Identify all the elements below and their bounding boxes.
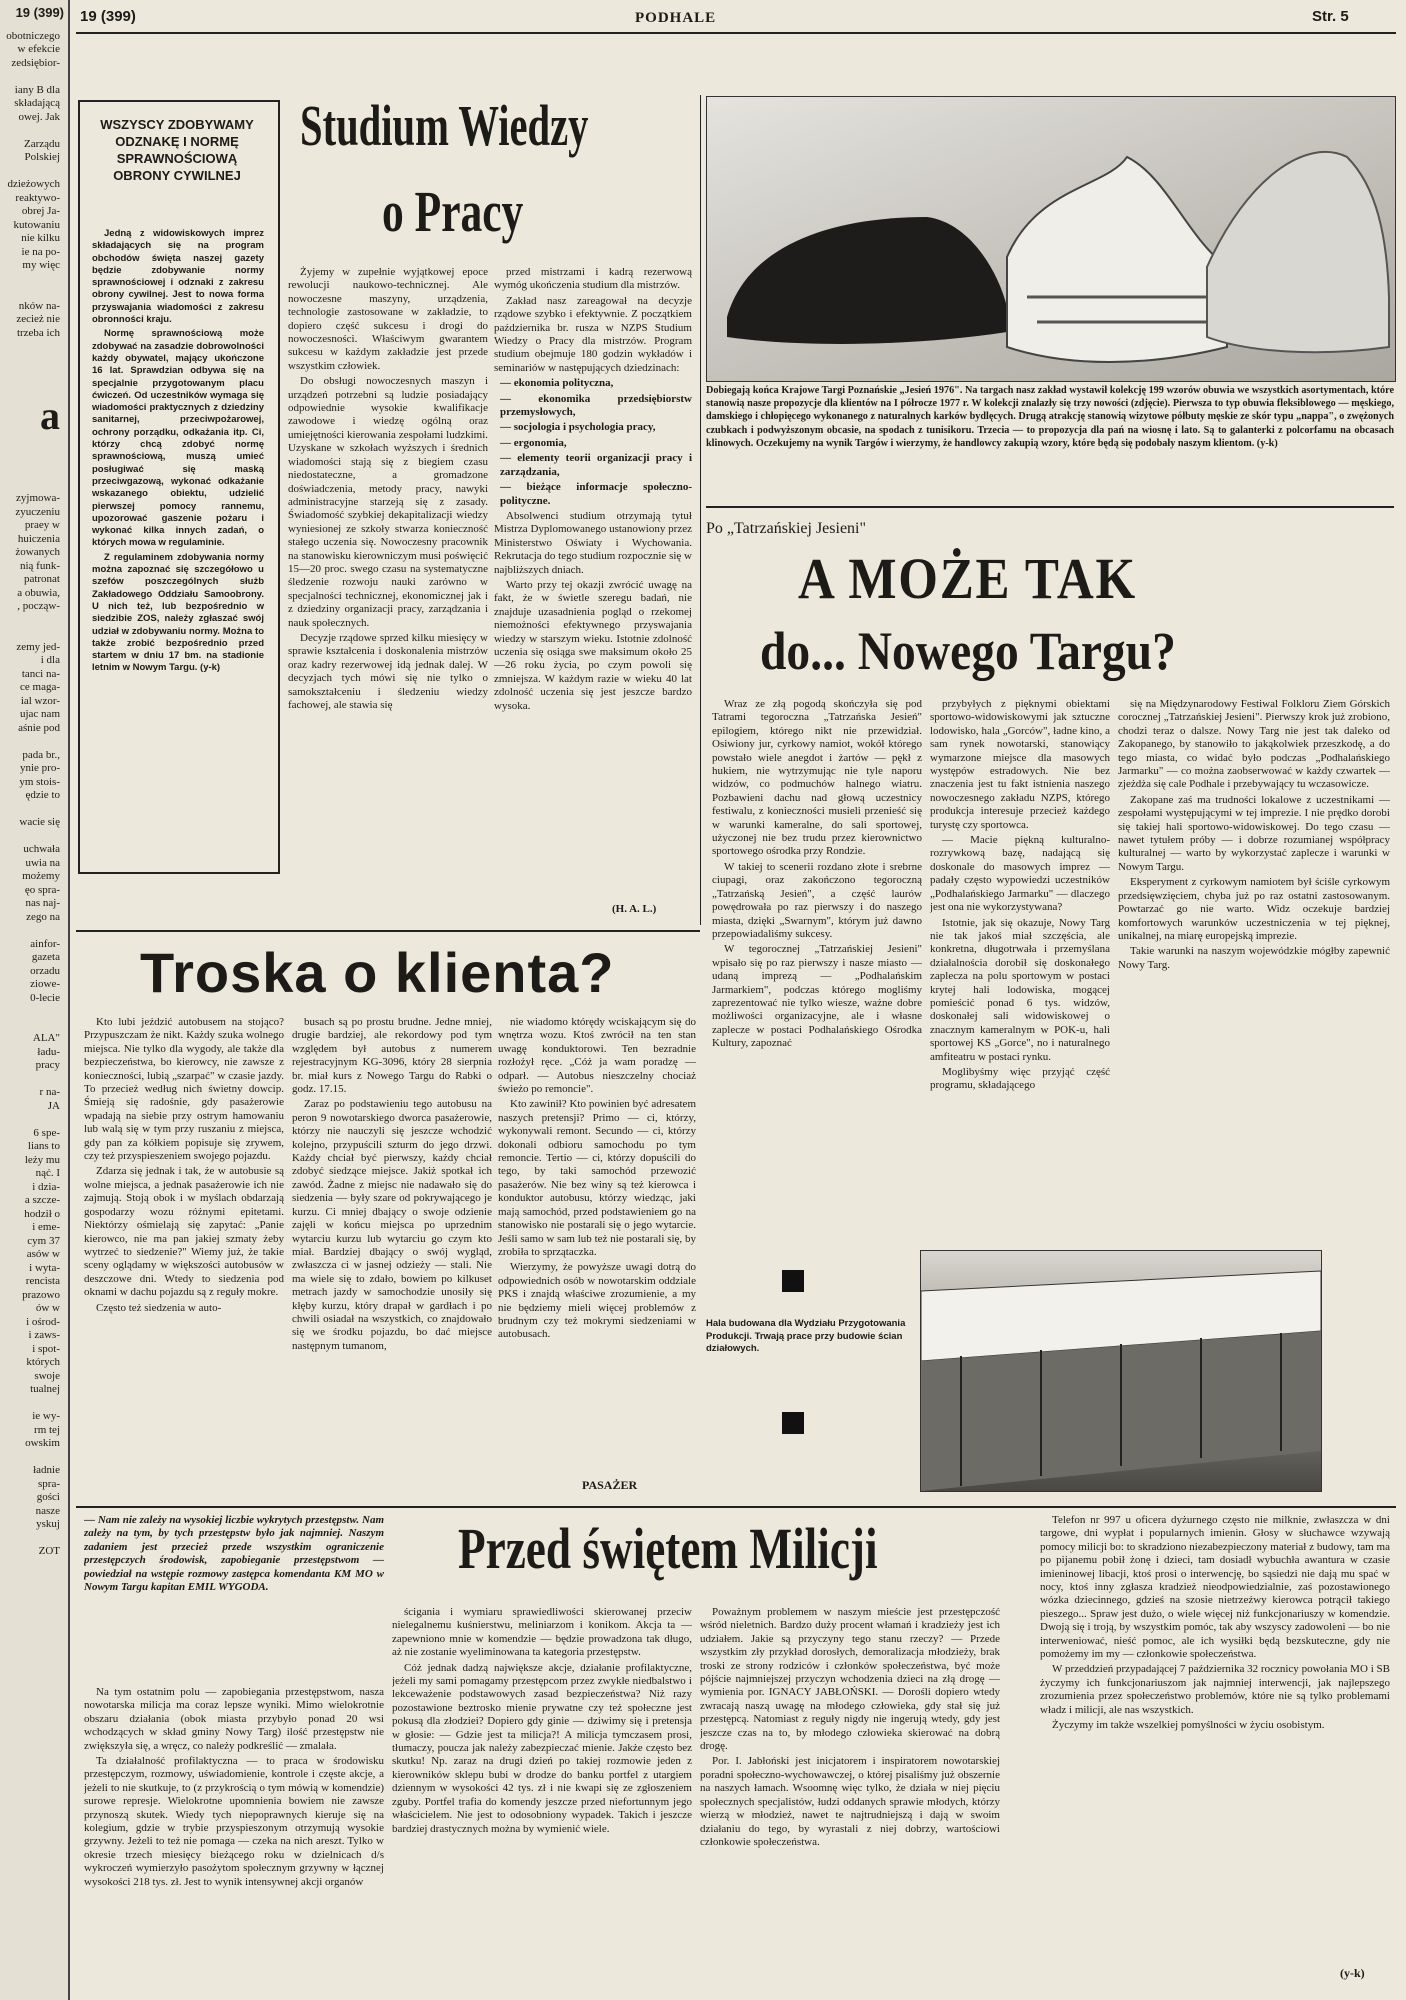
targ-paragraph: Eksperyment z cyrkowym namiotem był ściśle cyrkowym przedsięwzięciem, chyba już po raz ostatni zastosowanym. Powtarzać go nie warto. Widz oczekuje bardziej komfortowych warunków uczestniczenia w tej pięknej, unikalnej, na miarę europejską imprezie. (1118, 876, 1390, 942)
adjacent-page-line: i spot- (32, 1342, 60, 1355)
adjacent-page-line: obrej Ja- (21, 205, 60, 217)
adjacent-page-line: owej. Jak (18, 110, 60, 123)
studium-paragraph: Decyzje rządowe sprzed kilku miesięcy w sprawie kształcenia i doskonalenia mistrzów oraz kadry rezerwowej idą jednak dalej. W decyzjach tych mówi się nie tylko o samokształceniu i śledzeniu wiedzy fachowej, ale stawia się (288, 631, 488, 711)
adjacent-page-line: iany B dla (14, 83, 60, 96)
adjacent-page-line: i eme- (32, 1221, 60, 1233)
studium-paragraph: — socjologia i psychologia pracy, (500, 421, 656, 434)
adjacent-page-line: nasze (35, 1504, 60, 1517)
adjacent-page-line: zego na (26, 910, 60, 923)
adjacent-page-line: zedsiębior- (11, 56, 60, 69)
adjacent-page-line (0, 1397, 64, 1411)
adjacent-page-line: możemy (22, 870, 60, 882)
civil-defense-paragraph: Normę sprawnościową może zdobywać na zasadzie dobrowolności każdy obywatel, mający ukończone 16 lat. Sprawdzian odbywa się na specjalnie przygotowanym placu ćwiczeń. Od uczestników wymaga się wiadomości praktycznych z dziedziny sanitarnej, przeciwpożarowej, ochrony porządku, odkażania itp. Ci, którzy chcą zdobyć normę sprawnościową, muszą umieć posługiwać się maską przeciwgazową, wykonać odkażanie wskazanego obiektu, udzielić pierwszej pomocy rannemu, upozorować gaszenie pożaru i wykonać kilka innych zadań, o których mowa w regulaminie. (92, 328, 264, 549)
adjacent-page-line: zyuczeniu (15, 505, 60, 518)
adjacent-page-line: spra- (38, 1477, 60, 1490)
targ-column-2 (930, 698, 1110, 1218)
studium-title-line1: Studium Wiedzy (300, 93, 589, 158)
milicja-lead: — Nam nie zależy na wysokiej liczbie wykrytych przestępstw. Nam zależy na tym, by tych przestępstw było jak najmniej. Naszym zadaniem jest przecież przede wszystkim ograniczenie przestępczych środowisk, zapobieganie przestępstwom — powiedział na wstępie rozmowy zastępca komendanta KM MO w Nowym Targu kapitan EMIL WYGODA. (84, 1514, 384, 1594)
troska-paragraph: nie wiadomo którędy wciskającym się do wnętrza wozu. Ktoś zwrócił na ten stan uwagę konduktorowi. Ten bezradnie rozłożył ręce. „Cóż ja wam poradzę — odparł. — Autobus nieszczelny chociaż świeżo po remoncie". (498, 1016, 696, 1096)
shoes-illustration (707, 97, 1395, 381)
newspaper-name: PODHALE (635, 10, 717, 26)
targ-paragraph: się na Międzynarodowy Festiwal Folkloru Ziem Górskich corocznej „Tatrzańskiej Jesieni". Pierwszy krok już zrobiono, chodzi teraz o dalsze. Nowy Targ nie jest tak daleko od Zakopanego, by stanowiło to jakąkolwiek przeszkodę, a do tego miasta, co widać było podczas „Podhalańskiego Jarmarku" — co można zaobserwować w każdy czwartek — zjeżdża się cale Podhale i przebywający tu wczasowicze. (1118, 698, 1390, 791)
adjacent-page-line: cym 37 (27, 1234, 60, 1247)
adjacent-page-line: ZOT (38, 1545, 60, 1557)
adjacent-page-line: uwia na (25, 856, 60, 869)
adjacent-page-line: ładu- (37, 1045, 60, 1058)
adjacent-page-line: kutowaniu (13, 218, 60, 231)
targ-paragraph: Takie warunki na naszym wojewódzkie mógłby zapewnić Nowy Targ. (1118, 945, 1390, 971)
milicja-paragraph: ścigania i wymiaru sprawiedliwości skierowanej przeciw nielegalnemu kuśnierstwu, meliniarzom i konikom. Akcja ta — zapewniono mnie w komendzie — będzie prowadzona tak długo, aż nie zostanie wyeliminowana ta kategoria przestępstw. (392, 1606, 692, 1659)
targ-title-line2: do... Nowego Targu? (760, 621, 1176, 681)
adjacent-page-line: gazeta (31, 951, 60, 963)
adjacent-page-line: Polskiej (24, 151, 60, 163)
targ-paragraph: Zakopane zaś ma trudności lokalowe z uczestnikami — zespołami występującymi w tej imprezie. I nie prędko dorobi się takiej hali sportowo-widowiskowej. Do tego czasu — nawet tytułem próby — i dobrze rozumianej współpracy kulturalnej — warto by wykorzystać zaplecze i warunki w Nowym Targu. (1118, 793, 1390, 873)
milicja-column-3 (700, 1606, 1000, 1986)
studium-paragraph: Warto przy tej okazji zwrócić uwagę na fakt, że w świetle szeregu badań, nie znajduje uzasadnienia pogląd o rzekomej niemożności efektywnego przyswajania wiedzy w starszym wieku. Istotnie zdolność uczenia się osiąga swe maksimum około 25—26 roku życia, po czym powoli się zmniejsza. W każdym razie w wieku 40 lat zdolność uczenia się jest jeszcze bardzo wysoka. (494, 578, 692, 712)
adjacent-page-line: JA (47, 1099, 60, 1112)
studium-paragraph: — elementy teorii organizacji pracy i zarządzania, (500, 452, 692, 478)
adjacent-page-strip (0, 0, 70, 2000)
adjacent-page-line: zemy jed- (16, 640, 60, 653)
adjacent-page-line: i dla (40, 654, 60, 666)
milicja-signature: (y-k) (1340, 1966, 1365, 1980)
adjacent-page-line: nas naj- (25, 897, 60, 909)
studium-column-1 (288, 266, 488, 916)
targ-paragraph: przybyłych z pięknymi obiektami sportowo-widowiskowymi jak sztuczne lodowisko, hala „Gorców", ładne kino, a sam rynek nowotarski, stanowiący wymarzone miejsce dla masowych występów estradowych. Nie bez znaczenia jest tu fakt istnienia naszego nowoczesnego zakładu NZPS, którego produkcja interesuje przecież każdego turystę czy sportowca. (930, 698, 1110, 831)
milicja-paragraph: Poważnym problemem w naszym mieście jest przestępczość wśród nieletnich. Bardzo duży procent włamań i kradzieży jest ich udziałem. Jakie są przyczyny tego stanu rzeczy? — Przede wszystkim zły przykład dorosłych, demoralizacja młodzieży, brak troski ze strony rodziców i członków społeczeństwa, być może pójście najmniejszej przyczyn wchodzenia dzieci na złą drogę — wymienia por. IGNACY JABŁOŃSKI. — Doroślі dopiero wtedy zwracają naszą uwagę na młodego człowieka, gdy stał się już przestępcą. Natomiast z reguły nigdy nie ingerują wtedy, gdy jest jeszcze czas na to, by młodego człowieka skierować na dobrą drogę. (700, 1606, 1000, 1753)
adjacent-page-line (0, 1073, 64, 1087)
adjacent-page-line: prazowo (22, 1288, 60, 1301)
adjacent-page-line: aśnie pod (18, 721, 60, 734)
adjacent-page-line: hodził o (24, 1207, 60, 1220)
decor-square (782, 1412, 804, 1434)
adjacent-page-line: orzadu (30, 964, 60, 977)
hall-photo (920, 1250, 1322, 1492)
milicja-column-2 (392, 1606, 692, 1986)
adjacent-page-line: owskim (25, 1437, 60, 1449)
studium-paragraph: — bieżące informacje społeczno-polityczne. (500, 481, 692, 507)
adjacent-page-line: ALA" (32, 1032, 60, 1044)
adjacent-page-line: ładnie (33, 1464, 60, 1476)
adjacent-page-line: my więc (22, 259, 60, 271)
adjacent-page-line (0, 70, 64, 84)
adjacent-page-line: nąć. I (35, 1167, 60, 1179)
adjacent-page-line: składającą (14, 97, 60, 109)
troska-column-2 (292, 1016, 492, 1516)
milicja-paragraph: Życzymy im także wszelkiej pomyślności w życiu osobistym. (1052, 1719, 1325, 1732)
targ-column-1 (712, 698, 922, 1218)
adjacent-page-line: i zaws- (28, 1329, 60, 1341)
shoes-caption: Dobiegają końca Krajowe Targi Poznańskie „Jesień 1976". Na targach nasz zakład wystawił kolekcję 199 wzorów obuwia we wszystkich asortymentach, które stanowią nasze propozycje dla klientów na I półrocze 1977 r. W kolekcji znalazły się trzy nowości (zdjęcie). Pierwsza to typ obuwia fleksiblowego — męskiego, damskiego i chłopięcego wykonanego z naturalnych karków bydlęcych. Drugą atrakcję stanowią wizytowe półbuty męskie ze skór typu „nappa", o zwężonych czubkach i podwyższonym obcasie, na spodach z tunisikoru. Trzecia — to propozycja dla pań na wiosnę i lato. Są to galanterki z polcorfamu na obcasach klinowych. Oczekujemy na wynik Targów i wierzymy, że handlowcy zakupią wzory, które będą się podobały naszym klientom. (y-k) (706, 385, 1394, 449)
adjacent-page-line: Zarządu (23, 137, 60, 150)
adjacent-page-line: nków na- (18, 299, 60, 312)
page-number: Str. 5 (1312, 8, 1349, 25)
targ-paragraph: Wraz ze złą pogodą skończyła się pod Tatrami tegoroczna „Tatrzańska Jesień" epilogiem, którego nikt nie przewidział. Osiwiony jur, cyrkowy namiot, wokół którego powstało wiele anegdot i żartów — pękł z hukiem, nie wytrzymując nie tyle naporu widzów, co podmuchów halnego wiatru. Pozbawieni dachu nad głową uczestnicy festiwalu, z konieczności musieli przenieść się w warunki kameralne, do sali sportowej, użyczonej nie bez trudu przez kierownictwo sportowego ośrodka przy Rondzie. (712, 698, 922, 858)
shoes-photo (706, 96, 1396, 382)
troska-column-1 (84, 1016, 284, 1516)
targ-paragraph: — Macie piękną kulturalno-rozrywkową bazę, nadającą się doskonale do masowych imprez — padały często wypowiedzi uczestników „Podhalańskiego Jarmarku" — dlaczego jest ona nie wykorzystywana? (930, 834, 1110, 914)
adjacent-page-line: nią funk- (19, 559, 60, 572)
troska-column-3 (498, 1016, 696, 1476)
adjacent-page-line: , począw- (17, 600, 60, 612)
adjacent-page-line: i ośrod- (26, 1315, 60, 1328)
milicja-paragraph: Por. I. Jabłoński jest inicjatorem i inspiratorem nowotarskiej poradni społeczno-wychowawczej, o której pisaliśmy już obszernie na naszych łamach. Wsoomnę więc tylko, że działa w niej pięciu społecznych specjalistów, łudzi oddanych sprawie młodych, którzy wierzą w młodzież, nawet te najtrudniejszą i dają w swoim działaniu do tego, by wyrastali z niej dobrzy, wartościowi członkowie społeczeństwa. (700, 1755, 1000, 1848)
civil-defense-paragraph: Jedną z widowiskowych imprez składających się na program obchodów święta naszej gazety będzie zdobywanie normy sprawnościowej i odznaki z zakresu obrony cywilnej. Jest to nowa forma przyswajania wiadomości z zakresu obronności kraju. (92, 228, 264, 326)
adjacent-page-line: ęo spra- (24, 883, 60, 896)
milicja-column-4 (1040, 1514, 1390, 1964)
adjacent-page-line (0, 830, 64, 844)
adjacent-page-line: tualnej (30, 1383, 60, 1395)
milicja-paragraph: Na tym ostatnim polu — zapobiegania przestępstwom, nasza nowotarska milicja ma coraz lepsze wyniki. Mimo wielokrotnie obszaru działania (obok miasta przybyło ponad 20 wsi wchodzących w skład gminy Nowy Targ) ilość przestępstw nie zwiększyła się, a wręcz, co należy podkreślić — zmalała. (84, 1686, 384, 1752)
adjacent-page-line: ial wzor- (20, 694, 60, 707)
adjacent-page-line: tanci na- (21, 667, 60, 680)
milicja-paragraph: Telefon nr 997 u oficera dyżurnego często nie milknie, zwłaszcza w dni targowe, dni wypłat i popularnych imienin. Głosy w słuchawce wzywają pomocy milicji bo: to skradziono niezabezpieczony materiał z budowy, tam ma po pijanemu pobił żonę i dzieci, tam dosiadł wybuchła awantura w czasie imieninowej libacji, ktoś prosi o interwencję, bo sąsiedzi nie dają mu spać w nocy, ktoś inny zgłasza kradzież nieodpowiedzialnie, zaś pozostawionego wózka dziecinnego, gdzieś na szosie nietrzeźwy kierowca potrącił takiego pieszego... Spraw jest dużo, o wiele więcej niż funkcjonariuszy w komendzie. Dwoją się i troją, by wszystkim pomóc, tak aby wszyscy zadowoleni — bo nie interweniować, nieść pomoc, ale ich wysiłki będą bezskuteczne, gdy nie pomożemy im my — członkowie społeczeństwa. (1040, 1514, 1390, 1661)
adjacent-page-line (0, 479, 64, 493)
adjacent-page-line: pracy (35, 1059, 60, 1071)
studium-paragraph: Absolwenci studium otrzymają tytuł Mistrza Dyplomowanego ustanowiony przez Ministerstwo Oświaty i Wychowania. Rekrutacja do tego studium rozpocznie się w najbliższych dniach. (494, 509, 692, 576)
adjacent-page-line: ujac nam (19, 708, 60, 720)
civil-defense-body (92, 228, 264, 858)
studium-paragraph: Żyjemy w zupełnie wyjątkowej epoce rewolucji naukowo-technicznej. Ale nowoczesne maszyny, urządzenia, technologie zastosowane w zakładzie, to dopiero część sukcesu i drogi do nowoczesności. Właściwym gwarantem sukcesu w każdym zakładzie jest przede wszystkim człowiek. (288, 266, 488, 372)
adjacent-page-line: i wyta- (29, 1261, 60, 1274)
adjacent-page-line: i dzia- (32, 1180, 60, 1193)
milicja-paragraph: W przeddzień przypadającej 7 października 32 rocznicy powołania MO i SB życzymy ich funkcjonariuszom jak najmniej interwencji, jak najlepszego zrozumienia przez społeczeństwo problemów, które nie są tylko problemami władz i milicji, ale nas wszystkich. (1040, 1663, 1390, 1716)
adjacent-page-line: reaktywo- (15, 191, 60, 204)
decor-square (782, 1270, 804, 1292)
studium-paragraph: Do obsługi nowoczesnych maszyn i urządzeń potrzebni są ludzie posiadający odpowiednie wysokie kwalifikacje zawodowe i wiedzę ogólną oraz umiejętności kierowania zespołami ludzkimi. Uzyskane w szkołach wyższych i średnich wiadomości stają się z biegiem czasu niedostateczne, a gromadzone doświadczenia, metody pracy, nawyki administracyjne starzeją się z zasady. Świadomość szybkiej dekapitalizacji wiedzy wyniesionej ze szkoły stwarza konieczność stałego uczenia się. Nowoczesny pracownik na stanowisku kierowniczym musi poświęcić 15—20 proc. swego czasu na systematyczne śledzenie rozwoju nauki zarówno w specjalności technicznej, ekonomicznej jak i z dziedziny organizacji pracy, zarządzania i nauk społecznych. (288, 375, 488, 629)
troska-paragraph: Wierzymy, że powyższe uwagi dotrą do odpowiednich osób w nowotarskim oddziale PKS i znajdą właściwe zrozumienie, a my nie będziemy mieli więcej problemów z brudnym czy też mokrymi siedzeniami w autobusach. (498, 1261, 696, 1341)
adjacent-page-line: rencista (25, 1275, 60, 1287)
adjacent-page-line (0, 165, 64, 179)
adjacent-page-line: patronat (23, 573, 60, 585)
adjacent-page-line (0, 340, 64, 354)
targ-paragraph: Moglibyśmy więc przyjąć część programu, składającego (930, 1065, 1110, 1092)
studium-paragraph: Zakład nasz zareagował na decyzje rządowe szybko i efektywnie. Z początkiem października br. rusza w NZPS Studium Wiedzy o Pracy dla mistrzów. Program studium obejmuje 180 godzin wykładów i seminariów w następujących dziedzinach: (494, 294, 692, 374)
column-divider (700, 95, 701, 925)
issue-number: 19 (399) (80, 8, 136, 25)
adjacent-page-line (0, 627, 64, 641)
adjacent-page-line (0, 452, 64, 466)
section-rule (76, 930, 700, 932)
adjacent-page-number: 19 (399) (15, 5, 64, 20)
adjacent-page-line (0, 438, 64, 452)
adjacent-page-line: ainfor- (30, 937, 60, 950)
troska-signature: PASAŻER (582, 1478, 638, 1492)
troska-paragraph: busach są po prostu brudne. Jedne mniej, drugie bardziej, ale rekordowy pod tym względem był autobus z numerem rejestracyjnym KG-3096, który 28 sierpnia br. miał kurs z Nowego Targu do Rabki o godz. 17.15. (292, 1016, 492, 1096)
troska-paragraph: Kto lubi jeździć autobusem na stojąco? Przypuszczam że nikt. Każdy szuka wolnego miejsca. Nie tylko dla wygody, ale także dla bezpieczeństwa, bo kierowcy, nie zawsze z konieczności, lubią „szarpać" w czasie jazdy. To przecież według nich świetny dowcip. Śmieją się radośnie, gdy pasażerowie wpadają na siebie przy ostrym hamowaniu lub walą się w tym przy ruszaniu z miejsca, gdy pan za kółkiem popisuje się zrywem, czy też przyspieszeniem swojego pojazdu. (84, 1016, 284, 1163)
adjacent-page-line: dzieżowych (7, 178, 60, 190)
section-rule (706, 506, 1394, 508)
adjacent-page-line: a szcze- (24, 1194, 60, 1206)
studium-column-2 (494, 266, 692, 906)
adjacent-page-line (0, 803, 64, 817)
adjacent-page-line: praey w (24, 519, 60, 531)
studium-paragraph: przed mistrzami i kadrą rezerwową wymóg ukończenia studium dla mistrzów. (494, 266, 692, 292)
studium-paragraph: — ergonomia, (500, 436, 567, 449)
targ-paragraph: Istotnie, jak się okazuje, Nowy Targ nie tak jakoś miał szczęścia, ale konkretna, długotrwała i przemyślana działalnościa dorobił się doskonałego zaplecza na polu sportowym w postaci krytej hali lodowiska, mogącej pomieścić ponad 6 tys. widzów, doskonałej sali widowiskowej o znacznym kameralnym w POK-u, hali sportowej KS „Gorce", no i naturalnego amfiteatru w postaci rynku. (930, 916, 1110, 1063)
targ-paragraph: W takiej to scenerii rozdano złote i srebrne ciupagi, oraz zakończono tegoroczną „Tatrzańską Jesień", a część laurów powędrowała po raz pierwszy i do naszego miasta, dzięki „Swarnym", którym już dawno przepowiadaliśmy sukcesy. (712, 860, 922, 940)
adjacent-page-line (0, 1451, 64, 1465)
adjacent-page-line: ym stois- (19, 775, 60, 788)
adjacent-page-line: gości (36, 1491, 60, 1503)
adjacent-page-line (0, 381, 64, 395)
adjacent-page-line: ów w (35, 1302, 60, 1314)
adjacent-page-line: a obuwia, (17, 586, 60, 599)
adjacent-page-line: ziowe- (30, 978, 60, 990)
adjacent-page-line: trzeba ich (16, 326, 60, 339)
adjacent-page-line: zyjmowa- (16, 492, 60, 504)
adjacent-page-line: leży mu (24, 1153, 60, 1166)
adjacent-page-line (0, 614, 64, 628)
adjacent-page-line (0, 1113, 64, 1127)
adjacent-page-line: asów w (26, 1248, 60, 1260)
civil-defense-paragraph: Z regulaminem zdobywania normy można zapoznać się szczegółowo u szefów poszczególnych służb Zakładowego Oddziału Samoobrony. U nich też, lub bezpośrednio w siedzibie ZOS, należy zgłaszać swój udział w zdobywaniu normy. Można to także zrobić bezpośrednio przed startem w dniu 17 bm. na stadionie letnim w Nowym Targu. (y-k) (92, 551, 264, 674)
adjacent-page-text (0, 30, 68, 1559)
adjacent-page-line (0, 465, 64, 479)
adjacent-page-line: wacie się (19, 816, 60, 828)
adjacent-page-line: ie wy- (32, 1410, 60, 1422)
adjacent-page-line (0, 1532, 64, 1546)
troska-paragraph: Często też siedzenia w auto- (96, 1301, 222, 1314)
milicja-paragraph: Ta działalność profilaktyczna — to praca w środowisku przestępczym, rozmowy, uświadomienie, kontrole i częste akcje, a jeżeli to nie skutkuje, to (z przykrością o tym mówią w komendzie) surowe represje. Wielokrotne upomnienia bowiem nie zawsze przynoszą skutek. Wiedy tych niepoprawnych kieruje się na kolegium, gdzie w trybie przyspieszonym otrzymują wysokie grzywny. Jeżeli to też nie pomaga — czeka na nich areszt. Tylko w okresie trzech miesięcy bieżącego roku w dzielnicach d/s wykroczeń wymierzyło pasożytom społecznym grzywny w łącznej wysokości 218 tys. zł. Jest to wynik intensywnej akcji organów (84, 1755, 384, 1888)
adjacent-page-line (0, 1019, 64, 1033)
troska-title: Troska o klienta? (140, 941, 615, 1004)
adjacent-page-line: 0-lecie (30, 991, 60, 1004)
adjacent-page-line: ędzie to (25, 789, 60, 801)
targ-kicker: Po „Tatrzańskiej Jesieni" (706, 520, 867, 537)
section-rule (76, 1506, 1396, 1508)
adjacent-page-line: ce maga- (20, 681, 60, 693)
adjacent-page-line: uchwała (23, 843, 60, 855)
adjacent-page-line: swoje (34, 1369, 60, 1382)
studium-signature: (H. A. L.) (612, 903, 657, 915)
adjacent-page-line: r na- (39, 1086, 60, 1098)
adjacent-page-line (0, 924, 64, 938)
adjacent-page-line (0, 1005, 64, 1019)
adjacent-page-line (0, 273, 64, 287)
adjacent-page-line: rm tej (34, 1423, 60, 1436)
hall-caption: Hala budowana dla Wydziału Przygotowania Produkcji. Trwają prace przy budowie ścian działowych. (706, 1318, 906, 1354)
adjacent-page-line: a (40, 393, 60, 438)
troska-paragraph: Zaraz po podstawieniu tego autobusu na peron 9 nowotarskiego dworca pasażerowie, którzy nie nauczyli się jeszcze wchodzić kolejno, przypuścili szturm do jego drzwi. Każdy chciał być pierwszy, każdy chciał zdobyć siedzące miejsce. Jakiż spotkał ich zawód. Żadne z miejsc nie nadawało się do siedzenia — były szare od pokrywającego je kurzu. Ci mniej dbający o swoje odzienie zajęli w końcu miejsca po uprzednim wytarciu kurzu lub wytarciu go czym kto miał. Bardziej dbający o swój wygląd, zwłaszcza ci w jasnej odzieży — stali. Nie ma wiele się to zdało, bowiem po kilkuset metrach jazdy w samochodzie unosiły się kłęby kurzu, który drapał w gardłach i po chwili osiadał na wszystkich, co znajdowało się we środku pojazdu, bo dać miejsce następnym tumanom, (292, 1098, 492, 1352)
adjacent-page-line: lians to (27, 1140, 60, 1152)
milicja-paragraph: Cóż jednak dadzą największe akcje, działanie profilaktyczne, jeżeli my sami pomagamy przestępcom przez zwykłe niedbalstwo i lekceważenie podstawowych zasad bezpieczeństwa? Niż razy pozostawione beztrosko mienie prywatne czy też społeczne jest pokusą dla złodziei? Dopiero gdy ginie — dziwimy się i pretensja w głosie: — Gdzie jest ta milicja?! A milicja tymczasem prosi, tłumaczy, pouczа jak należy zabezpieczać mienie. Jakże często bez skutku! Np. zaraz na drugi dzień po takiej rozmowie jeden z kierowników sklepu bubi w drodze do banku portfel z utargiem dziennym w wysokości 42 tys. zł i nie kwapi się ze zgłoszeniem zguby. Portfel trafia do komendy jeszcze przed niefortunnym jego właścicielem. Nie jest to odosobniony wypadek. Takich i jeszcze bardziej drastycznych można by wymienić wiele. (392, 1661, 692, 1835)
adjacent-page-line: 6 spe- (33, 1126, 60, 1139)
adjacent-page-line: w efekcie (17, 43, 60, 55)
adjacent-page-line: żowanych (15, 546, 60, 558)
hall-illustration (921, 1251, 1321, 1491)
adjacent-page-line: zecież nie (16, 313, 60, 325)
adjacent-page-line: pada br., (22, 748, 60, 761)
studium-paragraph: — ekonomia polityczna, (500, 377, 614, 390)
targ-paragraph: W tegorocznej „Tatrzańskiej Jesieni" wpisało się po raz pierwszy i nasze miasto — udaną imprezą — „Podhalańskim Jarmarkiem", podczas którego mogliśmy zaprezentować nie tylko wiesze, ważne dobre możliwości organizacyjne, ale i własne zaplecze w postaci Podhalańskiego Ośrodka Kultury, zapoznać (712, 943, 922, 1050)
targ-column-3 (1118, 698, 1390, 1218)
adjacent-page-line: ynie pro- (19, 762, 60, 774)
adjacent-page-line (0, 367, 64, 381)
adjacent-page-line: yskuj (36, 1518, 60, 1530)
milicja-title: Przed świętem Milicji (458, 1516, 878, 1581)
troska-paragraph: Zdarza się jednak i tak, że w autobusie są wolne miejsca, a jednak pasażerowie ich nie zajmują. Stoją obok i w myślach obdarzają gospodarzy wozu różnymi epitetami. Niektórzy ośmielają się zapytać: „Panie kierowco, nie ma pan jakiej szmaty żeby wytrzeć to siedzenie?" Wiemy już, że takie sceny oglądamy w większości autobusów w deszczowe dni. Wtedy to siedzenia pod oknami w dachu pojazdu są z reguły mokre. (84, 1165, 284, 1299)
civil-defense-title: WSZYSCY ZDOBYWAMY ODZNAKĘ I NORMĘ SPRAWNOŚCIOWĄ OBRONY CYWILNEJ (100, 117, 254, 183)
adjacent-page-line: nie kilku (21, 232, 60, 244)
milicja-column-1 (84, 1686, 384, 1986)
adjacent-page-line (0, 286, 64, 300)
studium-paragraph: — ekonomika przedsiębiorstw przemysłowych, (500, 392, 692, 419)
adjacent-page-line: obotniczego (6, 29, 60, 42)
targ-title-line1: A MOŻE TAK (798, 546, 1138, 611)
troska-paragraph: Kto zawinił? Kto powinien być adresatem naszych pretensji? Primo — ci, którzy, wykonywali remont. Secundo — ci, którzy dokonali odbioru samochodu po tym remoncie. Tertio — ci, którzy dopuścili do tego, by taki samochód przewozić pasażerów. Nie bez winy są też kierowca i konduktor autobusu, którzy wiedząc, jaki mają samochód, przed podstawieniem go na stanowisko nie postarali się o jego wytarcie. Jeśli samo w sam lub też nie postarali się, by zrobiła to sprzątaczka. (498, 1098, 696, 1258)
header-rule (76, 32, 1396, 34)
studium-title-line2: o Pracy (382, 179, 524, 244)
adjacent-page-line (0, 354, 64, 368)
adjacent-page-line: huiczenia (17, 532, 60, 545)
adjacent-page-line: których (26, 1356, 60, 1368)
adjacent-page-line: ie na po- (21, 245, 60, 258)
adjacent-page-line (0, 124, 64, 138)
adjacent-page-line (0, 735, 64, 749)
